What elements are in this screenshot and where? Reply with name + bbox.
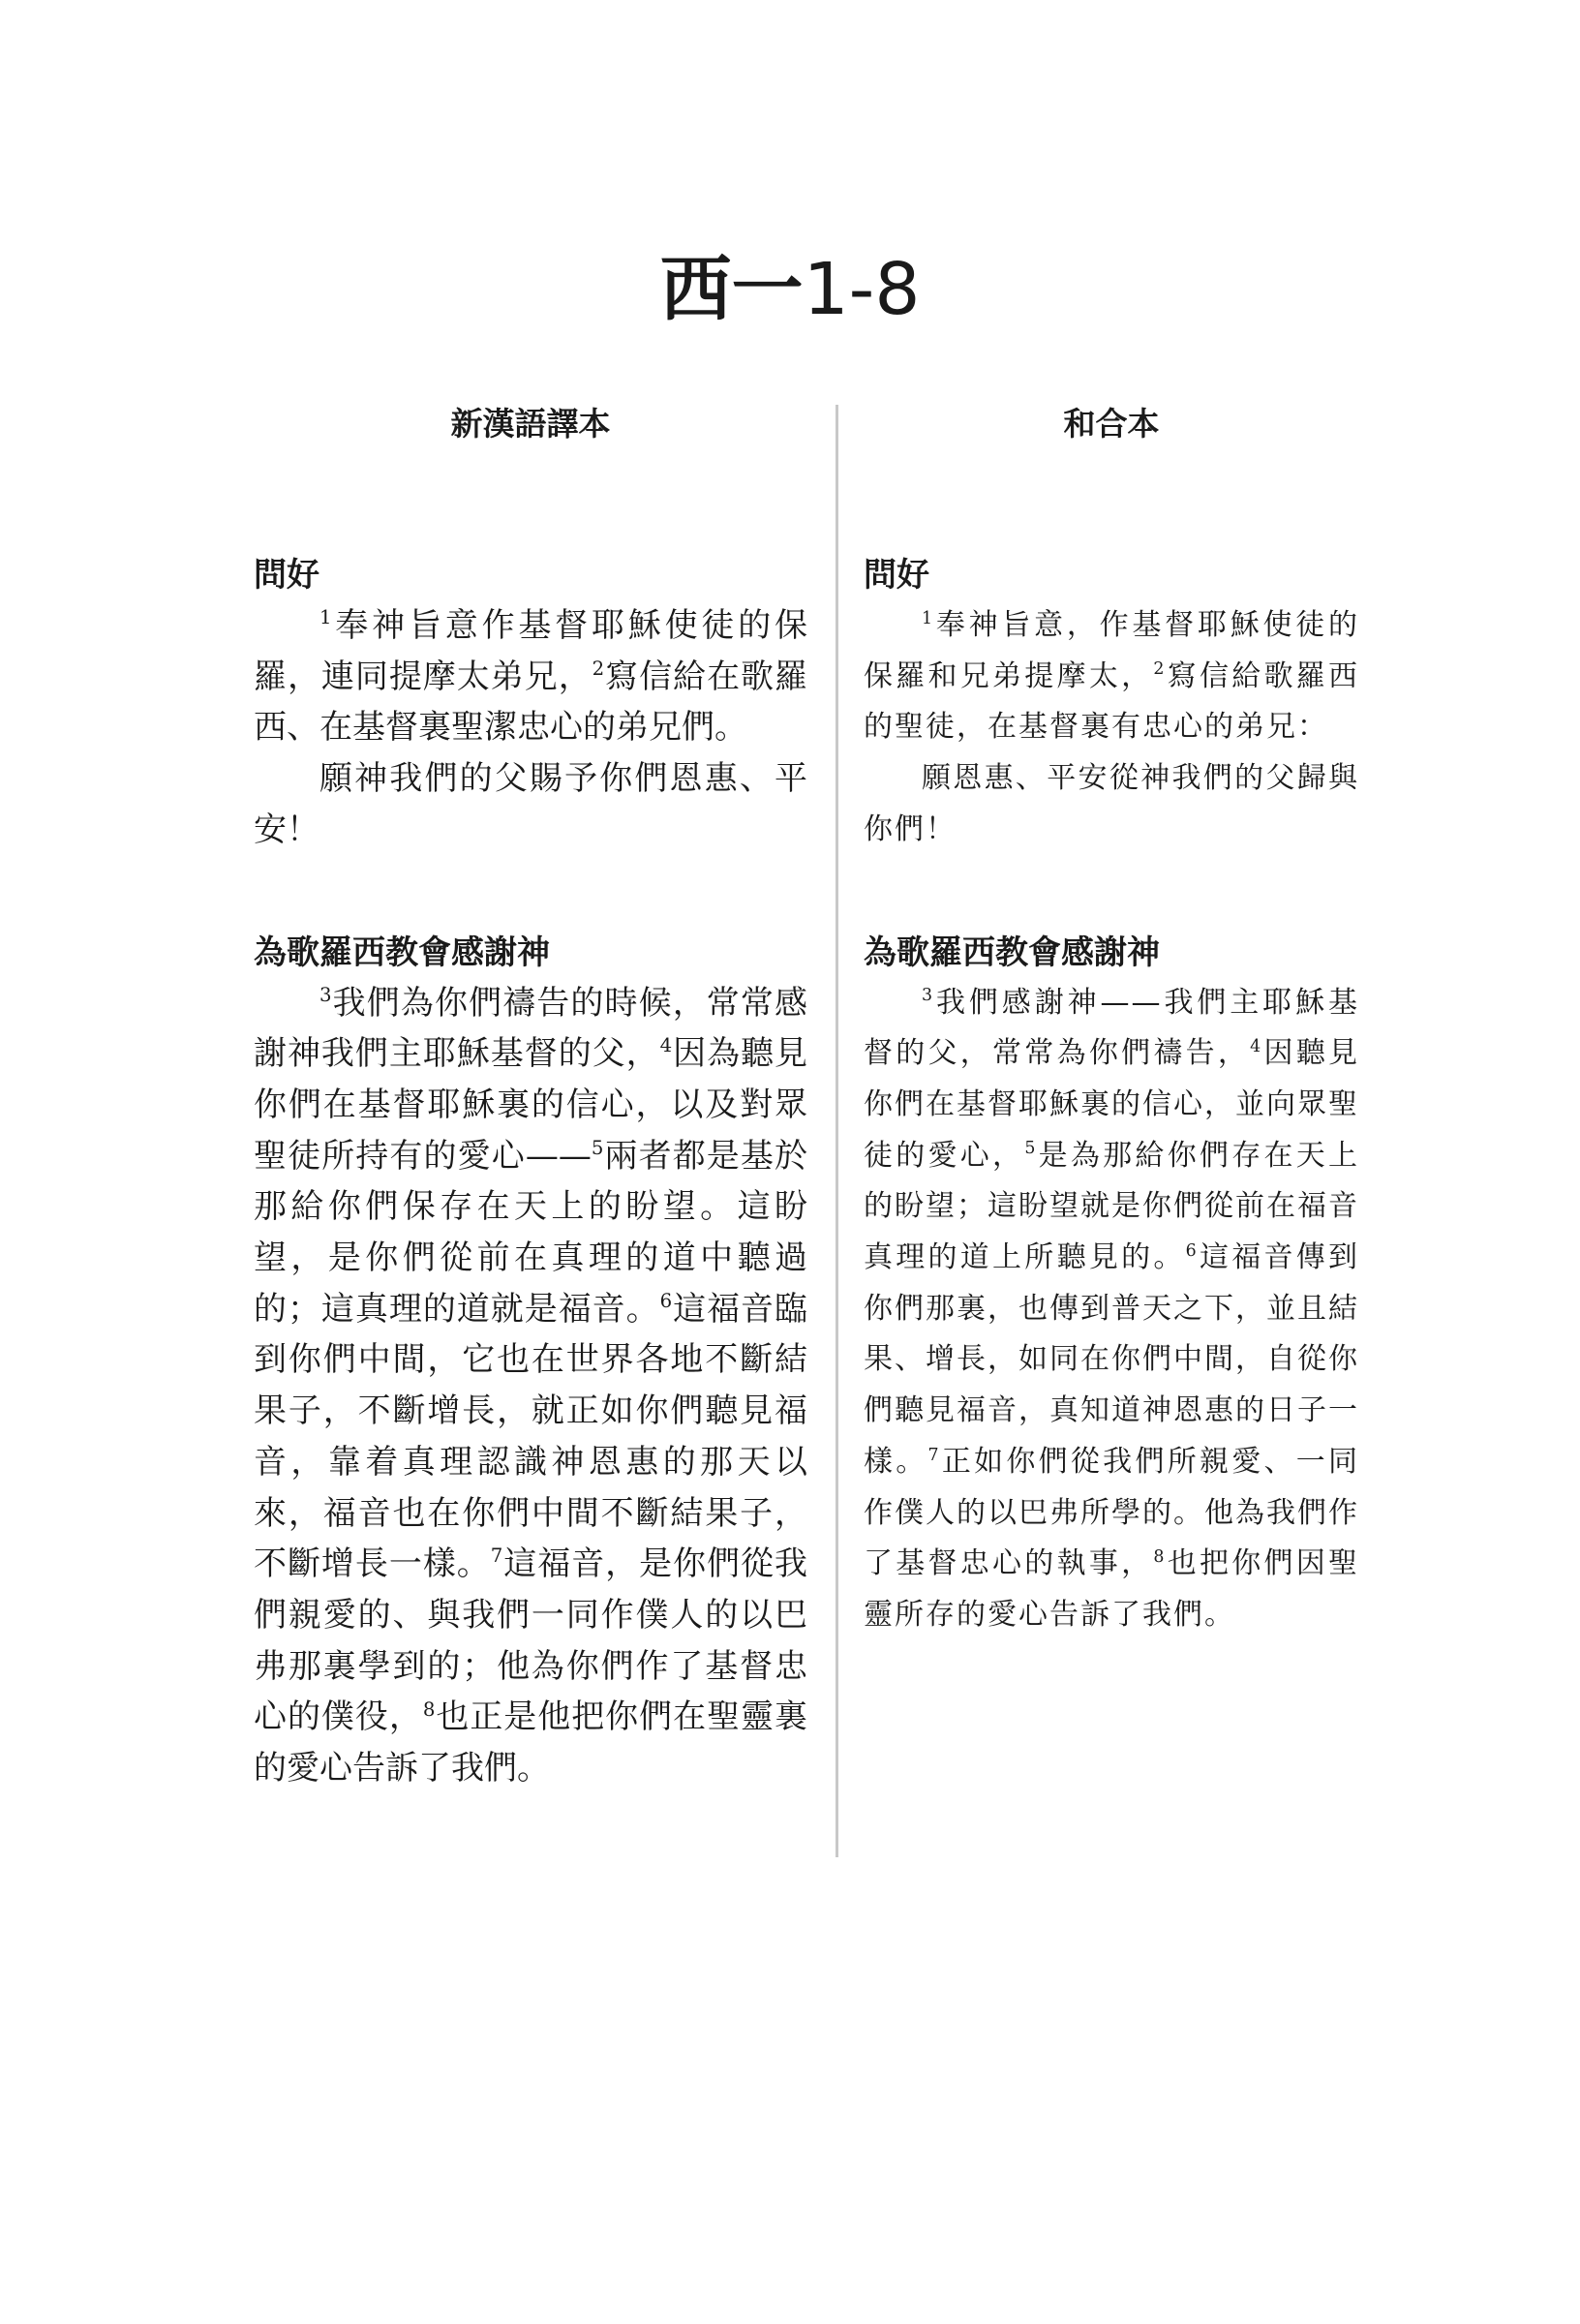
page-title bbox=[0, 248, 1580, 331]
verse-text: 我們感謝神——我們主耶穌基督的父，常常為你們禱告， bbox=[864, 985, 1359, 1071]
verse-text: 奉神旨意作基督耶穌使徒的保羅，連同提摩太弟兄， bbox=[254, 606, 807, 696]
verse-number: 6 bbox=[659, 1289, 673, 1312]
page-title-reference: 1-8 bbox=[803, 248, 921, 331]
verse-text: 寫信給在歌羅西、在基督裏聖潔忠心的弟兄們。 bbox=[254, 657, 808, 748]
verse-text: 兩者都是基於那給你們保存在天上的盼望。這盼望，是你們從前在真理的道中聽過的；這真理的道就是福音。 bbox=[254, 1136, 808, 1329]
verse-number: 7 bbox=[490, 1544, 503, 1568]
section-title: 問好 bbox=[254, 556, 319, 595]
paragraph bbox=[254, 753, 807, 855]
verse-number: 4 bbox=[1250, 1036, 1263, 1056]
verse-number: 2 bbox=[1153, 659, 1167, 680]
verse-text: 我們為你們禱告的時候，常常感謝神我們主耶穌基督的父， bbox=[254, 983, 807, 1074]
section-title: 問好 bbox=[864, 556, 929, 595]
verse-text: 願神我們的父賜予你們恩惠、平安！ bbox=[254, 759, 807, 849]
verse-number: 8 bbox=[1153, 1546, 1167, 1567]
verse-text: 這福音，是你們從我們親愛的、與我們一同作僕人的以巴弗那裏學到的；他為你們作了基督忠心的僕役， bbox=[254, 1544, 808, 1737]
section-title: 為歌羅西教會感謝神 bbox=[254, 933, 550, 972]
column-cuv bbox=[864, 405, 1359, 1641]
verse-number: 5 bbox=[1024, 1139, 1038, 1159]
verse-number: 8 bbox=[422, 1697, 436, 1721]
paragraph bbox=[864, 978, 1359, 1641]
verse-text: 奉神旨意，作基督耶穌使徒的保羅和兄弟提摩太， bbox=[864, 608, 1359, 693]
verse-text: 也把你們因聖靈所存的愛心告訴了我們。 bbox=[864, 1546, 1360, 1632]
column-heading: 新漢語譯本 bbox=[450, 405, 611, 443]
verse-number: 4 bbox=[659, 1034, 673, 1057]
page-title-book: 西一 bbox=[659, 248, 804, 331]
verse-text: 正如你們從我們所親愛、一同作僕人的以巴弗所學的。他為我們作了基督忠心的執事， bbox=[864, 1444, 1360, 1581]
verse-number: 7 bbox=[927, 1445, 941, 1465]
verse-number: 3 bbox=[319, 983, 332, 1006]
verse-text: 願恩惠、平安從神我們的父歸與你們！ bbox=[864, 761, 1359, 846]
verse-text: 這福音傳到你們那裏，也傳到普天之下，並且結果、增長，如同在你們中間，自從你們聽見福音，真知道神恩惠的日子一樣。 bbox=[864, 1240, 1360, 1479]
paragraph bbox=[254, 600, 807, 753]
verse-number: 2 bbox=[592, 657, 605, 680]
verse-text: 寫信給歌羅西的聖徒，在基督裏有忠心的弟兄： bbox=[864, 658, 1360, 745]
verse-number: 1 bbox=[922, 608, 935, 628]
paragraph bbox=[864, 600, 1359, 753]
section-title: 為歌羅西教會感謝神 bbox=[864, 933, 1160, 972]
verse-text: 這福音臨到你們中間，它也在世界各地不斷結果子，不斷增長，就正如你們聽見福音，靠着真理認識神恩惠的那天以來，福音也在你們中間不斷結果子，不斷增長一樣。 bbox=[254, 1289, 808, 1584]
column-cnv bbox=[254, 405, 807, 1794]
verse-text: 因為聽見你們在基督耶穌裏的信心，以及對眾聖徒所持有的愛心—— bbox=[254, 1034, 808, 1176]
column-divider bbox=[836, 405, 838, 1857]
verse-number: 6 bbox=[1185, 1240, 1199, 1261]
verse-text: 是為那給你們存在天上的盼望；這盼望就是你們從前在福音真理的道上所聽見的。 bbox=[864, 1138, 1360, 1275]
paragraph bbox=[254, 978, 807, 1794]
verse-text: 因聽見你們在基督耶穌裏的信心，並向眾聖徒的愛心， bbox=[864, 1036, 1360, 1173]
verse-text: 也正是他把你們在聖靈裏的愛心告訴了我們。 bbox=[254, 1697, 808, 1789]
verse-number: 3 bbox=[922, 986, 935, 1006]
paragraph bbox=[864, 753, 1359, 855]
verse-number: 1 bbox=[319, 606, 332, 629]
column-heading: 和合本 bbox=[1063, 405, 1160, 443]
verse-number: 5 bbox=[591, 1136, 604, 1159]
